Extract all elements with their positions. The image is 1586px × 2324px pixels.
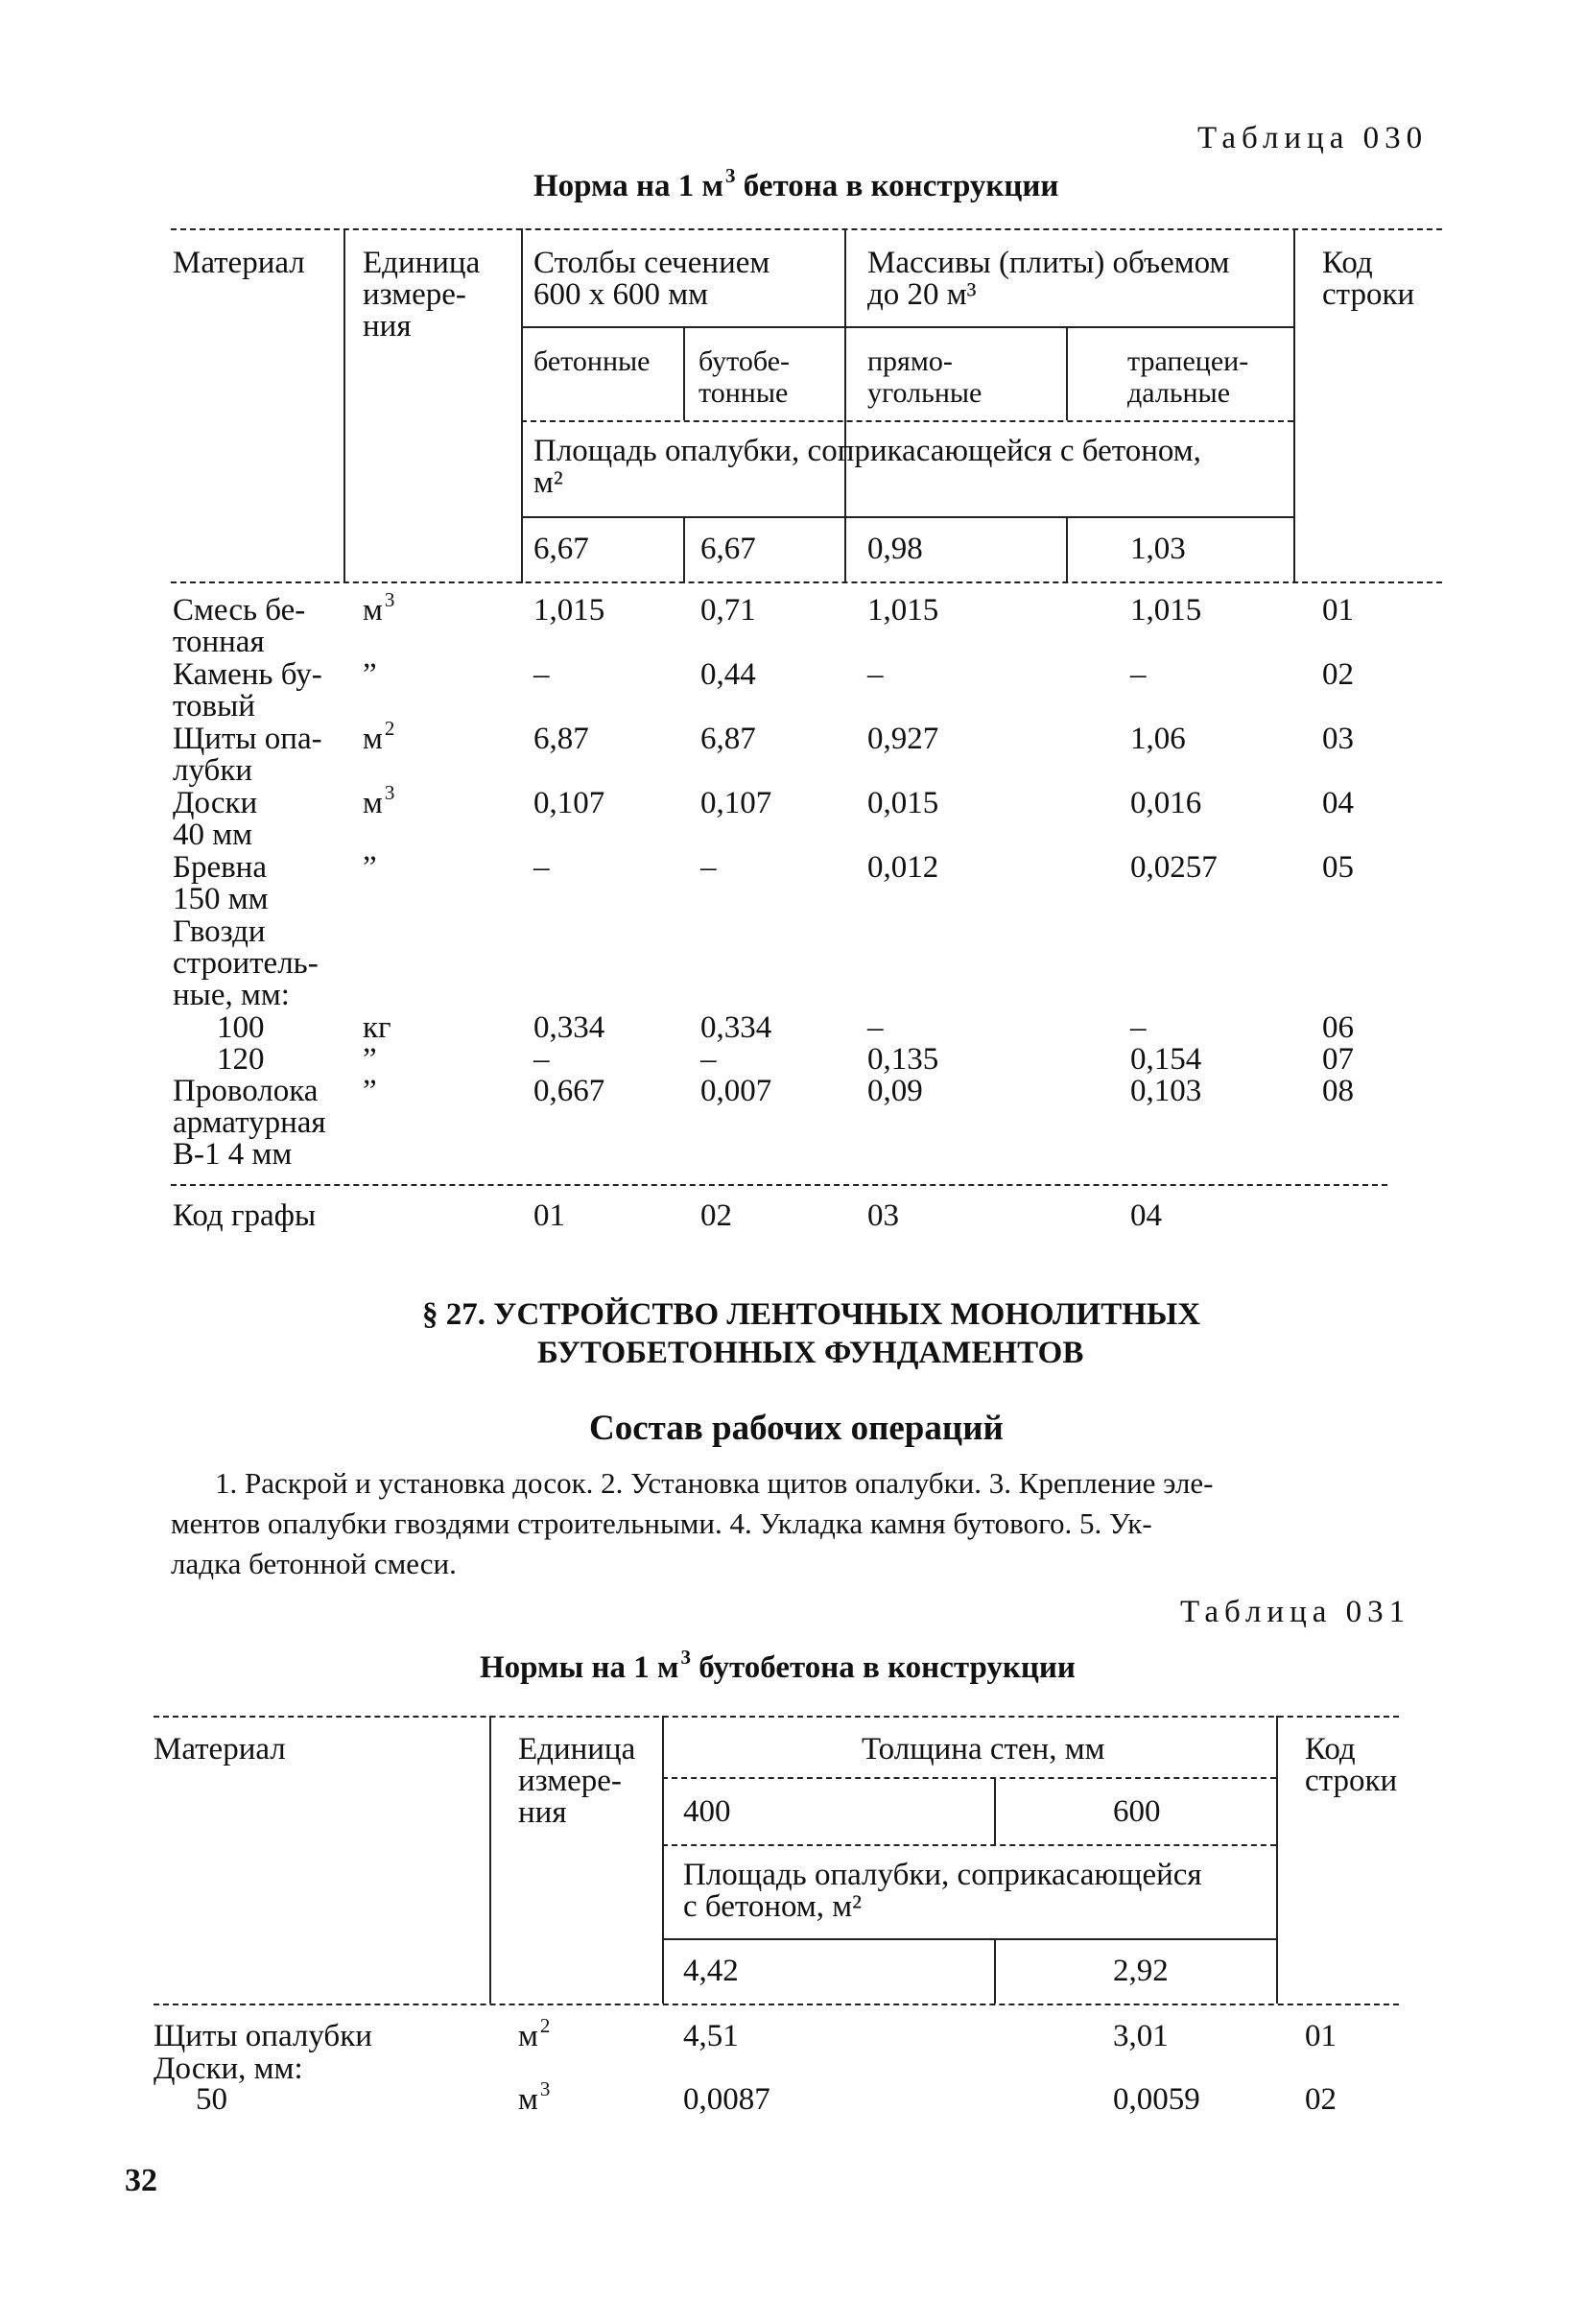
header-area-line: м² bbox=[533, 465, 563, 500]
header-area bbox=[683, 1860, 1202, 1923]
row-value: 0,09 bbox=[867, 1074, 923, 1108]
row-name-line: 150 мм bbox=[173, 882, 269, 916]
header-unit-line: Единица bbox=[363, 246, 481, 280]
area-values-rule bbox=[521, 516, 1293, 518]
header-pillars-line: 600 х 600 мм bbox=[533, 277, 709, 312]
column-divider bbox=[994, 1777, 996, 1844]
column-divider bbox=[343, 228, 345, 583]
row-value: – bbox=[700, 850, 717, 885]
row-value: 0,107 bbox=[533, 786, 605, 820]
row-value: – bbox=[533, 850, 550, 885]
area-rule bbox=[662, 1844, 1276, 1846]
table-title bbox=[533, 164, 1059, 203]
header-rectangular bbox=[867, 345, 982, 409]
header-rect-line: прямо- bbox=[867, 345, 953, 377]
row-value: – bbox=[1130, 1010, 1147, 1045]
row-code: 01 bbox=[1305, 2019, 1337, 2053]
page-number: 32 bbox=[125, 2163, 157, 2198]
row-value: 0,107 bbox=[700, 786, 772, 820]
table-label: Таблица 031 bbox=[1180, 1595, 1411, 1629]
table-row-material: Щиты опалубки bbox=[154, 2019, 372, 2053]
header-rect-line: угольные bbox=[867, 377, 982, 409]
row-value: – bbox=[1130, 657, 1147, 692]
area-value: 2,92 bbox=[1113, 1954, 1169, 1988]
area-values-rule bbox=[662, 1938, 1276, 1940]
header-rubble bbox=[698, 345, 790, 409]
row-value: – bbox=[867, 1010, 884, 1045]
column-divider bbox=[1066, 326, 1068, 420]
table-rule bbox=[171, 228, 1442, 230]
header-massifs bbox=[867, 248, 1229, 311]
header-unit-line: измере- bbox=[518, 1764, 622, 1798]
area-value: 4,42 bbox=[683, 1954, 739, 1988]
row-name-line: лубки bbox=[173, 753, 253, 788]
row-unit bbox=[363, 717, 395, 756]
column-divider bbox=[1276, 1716, 1278, 2004]
column-divider bbox=[683, 326, 685, 420]
column-divider bbox=[1293, 228, 1295, 583]
header-massifs-line: Массивы (плиты) объемом bbox=[867, 246, 1230, 280]
column-code: 03 bbox=[867, 1198, 899, 1233]
row-name-line: Смесь бе- bbox=[173, 593, 306, 628]
row-value: 0,015 bbox=[867, 786, 939, 820]
row-unit bbox=[363, 852, 379, 884]
header-massifs-line: до 20 м³ bbox=[867, 277, 977, 312]
subheader-rule bbox=[521, 326, 1293, 328]
header-rubble-line: бутобе- bbox=[698, 345, 791, 377]
header-thickness-400: 400 bbox=[683, 1794, 731, 1829]
header-concrete: бетонные bbox=[533, 345, 651, 377]
header-unit bbox=[363, 248, 480, 343]
subheader-rule bbox=[662, 1777, 1276, 1779]
row-value: 0,0059 bbox=[1113, 2082, 1200, 2117]
table-rule bbox=[171, 581, 1442, 583]
column-code: 01 bbox=[533, 1198, 565, 1233]
header-pillars-line: Столбы сечением bbox=[533, 246, 770, 280]
column-code: 02 bbox=[700, 1198, 732, 1233]
table-rule bbox=[154, 2004, 1399, 2005]
table-row-material bbox=[173, 852, 269, 915]
row-code: 07 bbox=[1322, 1042, 1354, 1077]
unit-text: м bbox=[363, 593, 383, 628]
column-divider bbox=[662, 1716, 664, 2004]
row-code: 06 bbox=[1322, 1010, 1354, 1045]
row-code: 04 bbox=[1322, 786, 1354, 820]
row-value: 0,016 bbox=[1130, 786, 1202, 820]
row-name-line: товый bbox=[173, 689, 255, 723]
header-material: Материал bbox=[154, 1732, 286, 1767]
nails-label bbox=[173, 916, 319, 1011]
row-code: 08 bbox=[1322, 1074, 1354, 1108]
title-text: Нормы на 1 м bbox=[480, 1650, 679, 1685]
header-trap-line: трапецеи- bbox=[1127, 345, 1249, 377]
area-value: 6,67 bbox=[533, 532, 589, 566]
unit-superscript: 3 bbox=[384, 588, 395, 611]
row-value: 0,103 bbox=[1130, 1074, 1202, 1108]
row-value: 0,007 bbox=[700, 1074, 772, 1108]
header-thickness-600: 600 bbox=[1113, 1794, 1161, 1829]
column-divider bbox=[521, 228, 523, 583]
table-row-material: 50 bbox=[196, 2082, 227, 2117]
row-name-line: В-1 4 мм bbox=[173, 1137, 293, 1172]
row-unit: ” bbox=[363, 1074, 377, 1108]
paragraph-line: ладка бетонной смеси. bbox=[171, 1547, 457, 1580]
nails-size: 120 bbox=[217, 1042, 265, 1077]
row-name-line: Доски bbox=[173, 786, 258, 820]
unit-superscript: 3 bbox=[384, 781, 395, 804]
table-row-material: Доски, мм: bbox=[154, 2051, 303, 2086]
row-value: 0,135 bbox=[867, 1042, 939, 1077]
table-rule bbox=[154, 1716, 1399, 1718]
header-rubble-line: тонные bbox=[698, 377, 789, 409]
unit-text: ” bbox=[363, 850, 377, 885]
table-rule bbox=[171, 1184, 1387, 1186]
column-code-label: Код графы bbox=[173, 1198, 317, 1233]
paragraph-line: 1. Раскрой и установка досок. 2. Установка щитов опалубки. 3. Крепление эле- bbox=[215, 1466, 1214, 1500]
unit-text: м bbox=[518, 2019, 538, 2053]
row-code: 02 bbox=[1305, 2082, 1337, 2117]
table-row-material bbox=[173, 1076, 326, 1171]
row-unit bbox=[363, 781, 395, 820]
header-area-line: с бетоном, м² bbox=[683, 1889, 863, 1924]
row-name-line: 40 мм bbox=[173, 818, 253, 852]
row-value: – bbox=[533, 1042, 550, 1077]
header-material: Материал bbox=[173, 246, 305, 280]
section-heading: § 27. УСТРОЙСТВО ЛЕНТОЧНЫХ МОНОЛИТНЫХ bbox=[422, 1297, 1201, 1332]
column-divider bbox=[1066, 516, 1068, 583]
table-title bbox=[480, 1646, 1076, 1685]
area-value: 1,03 bbox=[1130, 532, 1186, 566]
row-unit: кг bbox=[363, 1010, 391, 1045]
row-value: 0,334 bbox=[533, 1010, 605, 1045]
row-code: 03 bbox=[1322, 722, 1354, 756]
header-code-line: Код bbox=[1322, 246, 1373, 280]
nails-size: 100 bbox=[217, 1010, 265, 1045]
column-divider bbox=[844, 516, 846, 583]
row-value: 3,01 bbox=[1113, 2019, 1169, 2053]
row-value: 0,667 bbox=[533, 1074, 605, 1108]
area-value: 6,67 bbox=[700, 532, 756, 566]
column-divider bbox=[489, 1716, 491, 2004]
header-code bbox=[1305, 1734, 1397, 1797]
table-row-material bbox=[173, 659, 322, 723]
row-value: 6,87 bbox=[700, 722, 756, 756]
row-value: 0,71 bbox=[700, 593, 756, 628]
row-value: – bbox=[700, 1042, 717, 1077]
row-unit bbox=[363, 659, 379, 691]
row-name-line: Бревна bbox=[173, 850, 267, 885]
title-superscript: 3 bbox=[725, 164, 736, 187]
row-value: 0,0257 bbox=[1130, 850, 1218, 885]
row-value: 6,87 bbox=[533, 722, 589, 756]
unit-text: м bbox=[363, 722, 383, 756]
nails-label-line: ные, мм: bbox=[173, 978, 290, 1012]
header-code-line: строки bbox=[1305, 1764, 1398, 1798]
nails-label-line: Гвозди bbox=[173, 914, 266, 949]
row-name-line: Проволока bbox=[173, 1074, 319, 1108]
nails-label-line: строитель- bbox=[173, 946, 319, 981]
row-code: 05 bbox=[1322, 850, 1354, 885]
row-value: 1,015 bbox=[533, 593, 605, 628]
row-name-line: тонная bbox=[173, 625, 265, 659]
section-subheading: Состав рабочих операций bbox=[589, 1409, 1004, 1448]
row-unit: ” bbox=[363, 1042, 377, 1077]
unit-superscript: 2 bbox=[539, 2014, 551, 2037]
unit-text: м bbox=[518, 2082, 538, 2117]
row-value: – bbox=[867, 657, 884, 692]
row-value: 1,015 bbox=[1130, 593, 1202, 628]
header-unit bbox=[518, 1734, 635, 1829]
header-trap-line: дальные bbox=[1127, 377, 1231, 409]
header-unit-line: ния bbox=[363, 309, 412, 344]
header-code bbox=[1322, 248, 1414, 311]
column-divider bbox=[683, 516, 685, 583]
row-code: 02 bbox=[1322, 657, 1354, 692]
row-unit bbox=[518, 2014, 551, 2053]
header-area-line: Площадь опалубки, соприкасающейся bbox=[683, 1858, 1202, 1892]
header-pillars bbox=[533, 248, 769, 311]
table-label: Таблица 030 bbox=[1197, 121, 1429, 155]
unit-text: ” bbox=[363, 657, 377, 692]
row-value: 0,44 bbox=[700, 657, 756, 692]
title-tail: бутобетона в конструкции bbox=[698, 1650, 1076, 1685]
row-value: 0,154 bbox=[1130, 1042, 1202, 1077]
title-text: Норма на 1 м bbox=[533, 169, 724, 203]
row-code: 01 bbox=[1322, 593, 1354, 628]
header-unit-line: Единица bbox=[518, 1732, 636, 1767]
unit-text: м bbox=[363, 786, 383, 820]
table-row-material bbox=[173, 788, 257, 851]
header-trapezoidal bbox=[1127, 345, 1248, 409]
row-unit bbox=[518, 2077, 551, 2117]
title-tail: бетона в конструкции bbox=[743, 169, 1059, 203]
header-area bbox=[533, 436, 1201, 499]
area-rule bbox=[521, 420, 1293, 422]
row-value: 1,06 bbox=[1130, 722, 1186, 756]
unit-superscript: 3 bbox=[539, 2077, 551, 2100]
row-value: 1,015 bbox=[867, 593, 939, 628]
section-heading: БУТОБЕТОННЫХ ФУНДАМЕНТОВ bbox=[537, 1336, 1084, 1370]
table-row-material bbox=[173, 595, 305, 658]
header-unit-line: измере- bbox=[363, 277, 466, 312]
header-area-line: Площадь опалубки, соприкасающейся с бетоном, bbox=[533, 434, 1201, 468]
paragraph-line: ментов опалубки гвоздями строительными. 4. Укладка камня бутового. 5. Ук- bbox=[171, 1506, 1152, 1540]
table-row-material bbox=[173, 723, 322, 787]
row-unit bbox=[363, 588, 395, 628]
column-divider bbox=[994, 1938, 996, 2004]
row-value: 0,0087 bbox=[683, 2082, 770, 2117]
row-value: 0,012 bbox=[867, 850, 939, 885]
row-value: 4,51 bbox=[683, 2019, 739, 2053]
title-superscript: 3 bbox=[680, 1646, 692, 1669]
row-value: – bbox=[533, 657, 550, 692]
row-value: 0,927 bbox=[867, 722, 939, 756]
row-value: 0,334 bbox=[700, 1010, 772, 1045]
header-code-line: Код bbox=[1305, 1732, 1356, 1767]
header-thickness: Толщина стен, мм bbox=[862, 1732, 1105, 1767]
row-name-line: Камень бу- bbox=[173, 657, 322, 692]
unit-superscript: 2 bbox=[384, 717, 395, 740]
header-code-line: строки bbox=[1322, 277, 1415, 312]
row-name-line: арматурная bbox=[173, 1105, 326, 1140]
column-code: 04 bbox=[1130, 1198, 1162, 1233]
row-name-line: Щиты опа- bbox=[173, 722, 322, 756]
area-value: 0,98 bbox=[867, 532, 923, 566]
header-unit-line: ния bbox=[518, 1795, 567, 1830]
